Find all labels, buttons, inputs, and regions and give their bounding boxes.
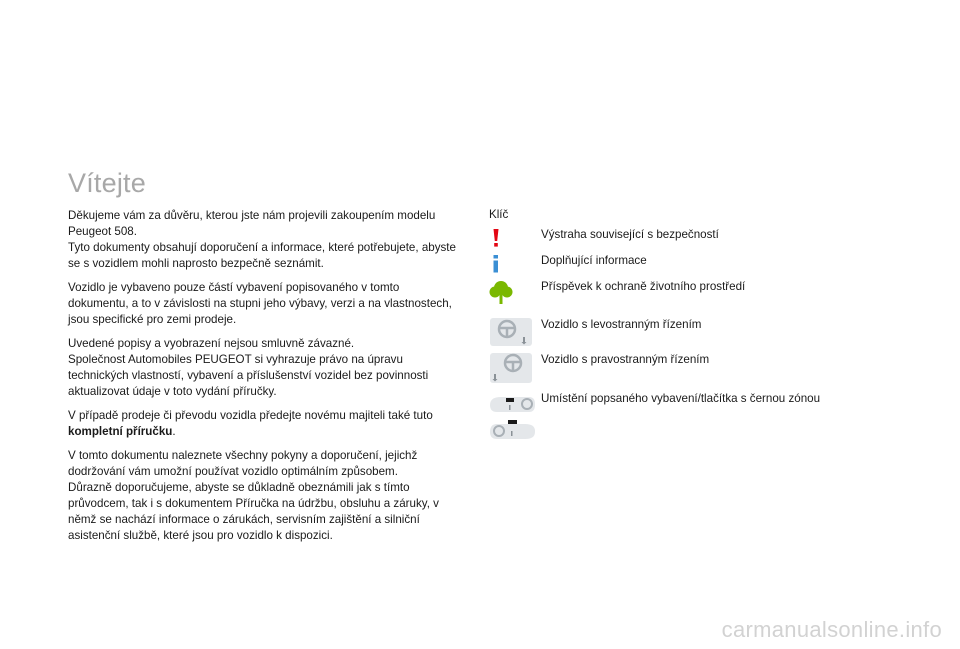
page-title: Vítejte — [68, 168, 146, 198]
intro-paragraph-4-end: . — [172, 425, 176, 438]
key-item-black-zone — [489, 390, 869, 440]
info-icon — [489, 254, 503, 274]
full-manual-emphasis: kompletní příručku — [68, 425, 173, 438]
left-hand-drive-icon — [489, 316, 535, 348]
intro-paragraph-4 — [68, 408, 458, 440]
key-label-info: Doplňující informace — [541, 254, 647, 267]
key-item-environment — [489, 280, 869, 320]
warning-icon — [489, 228, 503, 248]
key-label-left-hand-drive: Vozidlo s levostranným řízením — [541, 318, 702, 331]
key-label-black-zone: Umístění popsaného vybavení/tlačítka s černou zónou — [541, 392, 821, 405]
intro-paragraph-4-text: V případě prodeje či převodu vozidla předejte novému majiteli také tuto — [68, 409, 433, 422]
key-title: Klíč — [489, 208, 509, 221]
intro-paragraph-5: V tomto dokumentu naleznete všechny pokyny a doporučení, jejichž dodržování vám umožní používat vozidlo optimálním způsobem. Důrazně doporučujeme, abyste se důkladně obeznámili jak s tímto průvodcem, tak i s dokumentem Příručka na údržbu, obsluhu a záruky, v němž se nachází informace o zárukách, servisním zajištění a silniční asistenční službě, které jsou pro vozidlo k dispozici. — [68, 449, 439, 542]
intro-paragraph-1: Děkujeme vám za důvěru, kterou jste nám projevili zakoupením modelu Peugeot 508. Tyto dokumenty obsahují doporučení a informace, které potřebujete, abyste se s vozidlem mohli naprosto bezpečně seznámit. — [68, 209, 456, 270]
key-label-warning: Výstraha související s bezpečností — [541, 228, 719, 241]
tree-icon — [489, 280, 513, 306]
intro-paragraph-3: Uvedené popisy a vyobrazení nejsou smluvně závazné. Společnost Automobiles PEUGEOT si vyhrazuje právo na úpravu technických vlastností, vybavení a příslušenství vozidel bez povinnosti aktualizovat údaje v toto vydání příručky. — [68, 337, 429, 398]
black-zone-icon — [489, 390, 537, 440]
key-label-environment: Příspěvek k ochraně životního prostředí — [541, 280, 746, 293]
right-hand-drive-icon — [489, 351, 535, 385]
key-item-right-hand-drive — [489, 351, 869, 391]
key-label-right-hand-drive: Vozidlo s pravostranným řízením — [541, 353, 710, 366]
intro-paragraph-2: Vozidlo je vybaveno pouze částí vybavení popisovaného v tomto dokumentu, a to v závislosti na stupni jeho výbavy, verzi a na vlastnostech, jsou specifické pro zemi prodeje. — [68, 281, 452, 326]
intro-column — [68, 208, 458, 544]
watermark: carmanualsonline.info — [721, 617, 942, 642]
key-item-left-hand-drive — [489, 316, 869, 356]
